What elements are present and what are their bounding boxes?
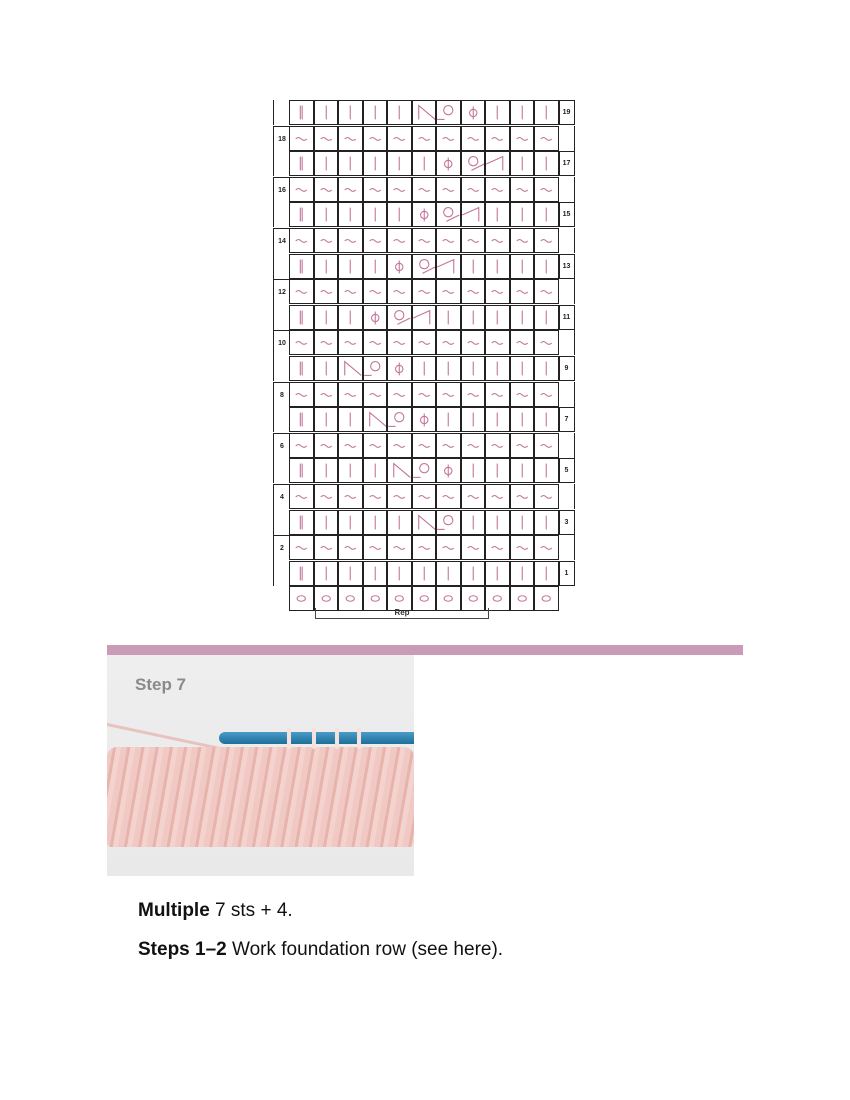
chart-cell-tilde	[289, 433, 314, 458]
chart-cell-tilde	[461, 535, 486, 560]
chart-cell-tilde	[436, 279, 461, 304]
row-number-left	[273, 510, 290, 535]
row-number-right	[559, 382, 575, 407]
row-number-right: 15	[559, 202, 575, 227]
chart-cell-tilde	[387, 382, 412, 407]
multiple-value: 7 sts + 4.	[209, 900, 293, 921]
chart-cell-dbar	[289, 100, 314, 125]
chart-cell-bar	[510, 407, 535, 432]
chart-cell-tilde	[485, 177, 510, 202]
chart-cell-tilde	[534, 279, 559, 304]
row-number-right	[559, 126, 575, 151]
chart-cell-dec-right-o	[412, 458, 437, 483]
row-number-left: 4	[273, 484, 290, 510]
chart-cell-bar	[534, 356, 559, 381]
chart-cell-bar	[363, 561, 388, 586]
chart-cell-bar	[534, 100, 559, 125]
chart-cell-bar	[338, 202, 363, 227]
chart-cell-dec-right	[412, 100, 437, 125]
chart-cell-tilde	[314, 279, 339, 304]
row-number-right	[559, 433, 575, 458]
hook-loop	[287, 727, 291, 749]
chart-cell-tilde	[412, 330, 437, 355]
chart-cell-bar	[387, 202, 412, 227]
chart-cell-tilde	[412, 484, 437, 509]
row-number-right: 3	[559, 510, 575, 535]
chart-cell-bar	[314, 510, 339, 535]
row-number-right: 9	[559, 356, 575, 381]
row-number-left	[273, 305, 290, 330]
chart-cell-tilde	[485, 126, 510, 151]
chart-cell-bar	[485, 561, 510, 586]
chart-cell-tilde	[534, 228, 559, 253]
chart-cell-tilde	[485, 382, 510, 407]
chart-cell-bar	[485, 305, 510, 330]
chart-cell-phi	[363, 305, 388, 330]
chart-cell-bar	[363, 254, 388, 279]
chart-cell-tilde	[436, 382, 461, 407]
section-divider	[107, 645, 743, 655]
row-number-left	[273, 151, 290, 176]
chart-cell-phi	[387, 356, 412, 381]
chart-cell-bar	[461, 407, 486, 432]
chart-cell-tilde	[363, 279, 388, 304]
row-number-left	[273, 586, 289, 611]
chart-cell-bar	[510, 561, 535, 586]
hook-loop	[357, 727, 361, 749]
chart-cell-tilde	[534, 535, 559, 560]
chart-cell-tilde	[289, 484, 314, 509]
chart-cell-o-dec-left2	[461, 202, 486, 227]
chart-cell-bar	[314, 100, 339, 125]
chart-cell-tilde	[461, 433, 486, 458]
chart-cell-bar	[314, 356, 339, 381]
chart-cell-tilde	[412, 535, 437, 560]
chart-cell-tilde	[510, 126, 535, 151]
chart-cell-bar	[485, 100, 510, 125]
chart-cell-bar	[314, 151, 339, 176]
chart-cell-tilde	[436, 330, 461, 355]
row-number-left: 16	[273, 177, 290, 203]
chart-cell-tilde	[289, 535, 314, 560]
chart-cell-tilde	[338, 535, 363, 560]
chart-cell-tilde	[510, 279, 535, 304]
photo-step-label: Step 7	[135, 675, 187, 694]
chart-cell-bar	[387, 510, 412, 535]
chart-cell-tilde	[338, 433, 363, 458]
row-number-right: 11	[559, 305, 575, 330]
chart-cell-bar	[510, 305, 535, 330]
chart-cell-bar	[534, 151, 559, 176]
chart-cell-bar	[314, 202, 339, 227]
chart-cell-tilde	[387, 228, 412, 253]
chart-cell-tilde	[338, 484, 363, 509]
chart-cell-bar	[461, 458, 486, 483]
multiple-label: Multiple	[138, 900, 210, 921]
chart-cell-tilde	[387, 433, 412, 458]
chart-cell-tilde	[534, 177, 559, 202]
chart-cell-chain	[534, 586, 559, 611]
chart-cell-tilde	[510, 535, 535, 560]
chart-cell-tilde	[510, 330, 535, 355]
chart-cell-tilde	[289, 228, 314, 253]
chart-cell-tilde	[387, 330, 412, 355]
chart-cell-tilde	[485, 484, 510, 509]
chart-cell-tilde	[461, 279, 486, 304]
chart-cell-tilde	[338, 126, 363, 151]
chart-cell-bar	[338, 561, 363, 586]
chart-cell-tilde	[387, 484, 412, 509]
chart-cell-bar	[461, 356, 486, 381]
chart-cell-tilde	[363, 177, 388, 202]
chart-cell-bar	[412, 561, 437, 586]
chart-cell-tilde	[363, 535, 388, 560]
chart-cell-tilde	[461, 330, 486, 355]
chart-cell-bar	[338, 254, 363, 279]
chart-cell-tilde	[387, 177, 412, 202]
row-number-left	[273, 100, 290, 125]
chart-cell-bar	[412, 151, 437, 176]
chart-cell-tilde	[485, 535, 510, 560]
chart-cell-tilde	[485, 433, 510, 458]
chart-cell-o-dec-left2	[436, 254, 461, 279]
chart-cell-tilde	[412, 279, 437, 304]
chart-cell-bar	[461, 561, 486, 586]
row-number-left	[273, 561, 290, 586]
row-number-left	[273, 254, 290, 279]
chart-cell-dec-right	[387, 458, 412, 483]
chart-cell-tilde	[363, 228, 388, 253]
chart-cell-bar	[510, 254, 535, 279]
chart-cell-phi	[436, 458, 461, 483]
chart-cell-tilde	[314, 535, 339, 560]
chart-cell-bar	[436, 561, 461, 586]
chart-cell-tilde	[412, 382, 437, 407]
chart-cell-phi	[412, 407, 437, 432]
chart-cell-tilde	[461, 177, 486, 202]
chart-cell-tilde	[338, 279, 363, 304]
chart-cell-bar	[534, 458, 559, 483]
chart-cell-bar	[510, 202, 535, 227]
chart-cell-tilde	[436, 126, 461, 151]
chart-cell-phi	[412, 202, 437, 227]
row-number-right	[559, 228, 575, 253]
chart-cell-bar	[485, 202, 510, 227]
chart-cell-tilde	[534, 484, 559, 509]
chart-cell-tilde	[387, 126, 412, 151]
row-number-right	[559, 535, 575, 560]
row-number-left	[273, 458, 290, 483]
chart-cell-tilde	[387, 279, 412, 304]
chart-cell-tilde	[412, 177, 437, 202]
chart-cell-dbar	[289, 254, 314, 279]
crochet-hook	[219, 732, 414, 744]
chart-cell-bar	[510, 510, 535, 535]
row-number-left	[273, 202, 290, 227]
chart-cell-tilde	[314, 177, 339, 202]
step-photo	[107, 655, 414, 876]
chart-cell-bar	[436, 305, 461, 330]
chart-cell-tilde	[314, 484, 339, 509]
chart-cell-tilde	[461, 126, 486, 151]
chart-cell-tilde	[436, 177, 461, 202]
chart-cell-phi	[436, 151, 461, 176]
row-number-left: 2	[273, 535, 290, 561]
chart-cell-bar	[534, 202, 559, 227]
row-number-left: 6	[273, 433, 290, 459]
chart-cell-dbar	[289, 407, 314, 432]
chart-cell-tilde	[314, 433, 339, 458]
chart-cell-bar	[363, 202, 388, 227]
chart-cell-dbar	[289, 151, 314, 176]
chart-cell-bar	[534, 561, 559, 586]
chart-cell-bar	[534, 305, 559, 330]
chart-cell-dec-right	[412, 510, 437, 535]
chart-cell-bar	[338, 100, 363, 125]
chart-cell-bar	[363, 100, 388, 125]
chart-cell-phi	[461, 100, 486, 125]
chart-cell-bar	[510, 356, 535, 381]
rep-bracket: Rep	[315, 608, 489, 619]
chart-cell-bar	[314, 458, 339, 483]
multiple-paragraph	[138, 900, 293, 922]
row-number-left: 14	[273, 228, 290, 254]
chart-cell-dec-right-o	[387, 407, 412, 432]
row-number-right: 17	[559, 151, 575, 176]
chart-cell-bar	[387, 561, 412, 586]
chart-cell-bar	[363, 151, 388, 176]
chart-cell-bar	[363, 510, 388, 535]
chart-cell-bar	[510, 458, 535, 483]
chart-cell-bar	[510, 151, 535, 176]
chart-cell-tilde	[534, 382, 559, 407]
chart-cell-phi	[387, 254, 412, 279]
chart-cell-dbar	[289, 510, 314, 535]
chart-cell-bar	[534, 407, 559, 432]
chart-cell-tilde	[289, 126, 314, 151]
chart-cell-bar	[387, 151, 412, 176]
row-number-left	[273, 407, 290, 432]
hook-loop	[335, 727, 339, 749]
chart-cell-bar	[338, 151, 363, 176]
row-number-right: 19	[559, 100, 575, 125]
chart-cell-tilde	[363, 126, 388, 151]
chart-cell-tilde	[412, 433, 437, 458]
chart-cell-tilde	[363, 484, 388, 509]
chart-cell-bar	[534, 510, 559, 535]
row-number-left: 8	[273, 382, 290, 408]
row-number-right: 1	[559, 561, 575, 586]
hook-loop	[312, 727, 316, 749]
chart-cell-tilde	[289, 279, 314, 304]
chart-cell-dec-right-o	[363, 356, 388, 381]
row-number-left: 18	[273, 126, 290, 152]
chart-cell-tilde	[314, 126, 339, 151]
chart-cell-tilde	[485, 228, 510, 253]
chart-cell-bar	[363, 458, 388, 483]
chart-cell-tilde	[412, 126, 437, 151]
chart-cell-bar	[338, 407, 363, 432]
chart-cell-bar	[412, 356, 437, 381]
chart-cell-bar	[485, 510, 510, 535]
chart-cell-bar	[314, 305, 339, 330]
row-number-right	[559, 484, 575, 509]
chart-cell-tilde	[534, 433, 559, 458]
chart-cell-bar	[314, 561, 339, 586]
chart-cell-tilde	[338, 330, 363, 355]
chart-cell-dec-right	[338, 356, 363, 381]
chart-cell-bar	[387, 100, 412, 125]
chart-cell-bar	[314, 407, 339, 432]
chart-cell-tilde	[485, 279, 510, 304]
chart-cell-bar	[436, 356, 461, 381]
row-number-right	[559, 586, 575, 611]
chart-cell-tilde	[461, 228, 486, 253]
chart-cell-o-dec-left	[412, 254, 437, 279]
chart-cell-tilde	[338, 177, 363, 202]
chart-cell-bar	[510, 100, 535, 125]
row-number-right: 13	[559, 254, 575, 279]
chart-cell-tilde	[510, 177, 535, 202]
chart-cell-tilde	[510, 484, 535, 509]
steps-value: Work foundation row (see here).	[226, 939, 504, 960]
chart-cell-bar	[314, 254, 339, 279]
chart-cell-tilde	[289, 177, 314, 202]
chart-cell-bar	[338, 305, 363, 330]
chart-cell-bar	[485, 254, 510, 279]
crochet-fabric	[107, 747, 414, 847]
chart-cell-tilde	[387, 535, 412, 560]
chart-cell-chain	[510, 586, 535, 611]
chart-cell-o-dec-left	[436, 202, 461, 227]
chart-cell-bar	[338, 510, 363, 535]
chart-cell-dbar	[289, 202, 314, 227]
row-number-left: 10	[273, 330, 290, 356]
row-number-right: 5	[559, 458, 575, 483]
chart-cell-tilde	[363, 433, 388, 458]
chart-cell-tilde	[436, 433, 461, 458]
steps-label: Steps 1–2	[138, 939, 227, 960]
chart-cell-tilde	[338, 382, 363, 407]
chart-cell-bar	[485, 458, 510, 483]
chart-cell-tilde	[338, 228, 363, 253]
chart-cell-tilde	[314, 382, 339, 407]
chart-cell-o-dec-left2	[412, 305, 437, 330]
chart-cell-tilde	[510, 382, 535, 407]
chart-cell-bar	[461, 305, 486, 330]
chart-cell-tilde	[289, 330, 314, 355]
chart-cell-tilde	[510, 433, 535, 458]
chart-cell-tilde	[534, 126, 559, 151]
row-number-right: 7	[559, 407, 575, 432]
chart-cell-tilde	[485, 330, 510, 355]
chart-cell-tilde	[363, 330, 388, 355]
chart-cell-tilde	[363, 382, 388, 407]
chart-cell-o-dec-left	[387, 305, 412, 330]
chart-cell-tilde	[289, 382, 314, 407]
chart-cell-bar	[461, 254, 486, 279]
chart-cell-bar	[461, 510, 486, 535]
chart-cell-o-dec-left	[461, 151, 486, 176]
chart-cell-tilde	[534, 330, 559, 355]
chart-cell-tilde	[461, 382, 486, 407]
chart-cell-dec-right-o	[436, 510, 461, 535]
steps-paragraph	[138, 939, 503, 961]
chart-cell-dbar	[289, 305, 314, 330]
chart-cell-bar	[485, 407, 510, 432]
chart-cell-tilde	[436, 484, 461, 509]
chart-cell-bar	[338, 458, 363, 483]
chart-cell-o-dec-left2	[485, 151, 510, 176]
row-number-right	[559, 177, 575, 202]
chart-cell-bar	[485, 356, 510, 381]
chart-cell-tilde	[436, 535, 461, 560]
row-number-left	[273, 356, 290, 381]
row-number-right	[559, 279, 575, 304]
chart-cell-dbar	[289, 458, 314, 483]
chart-cell-tilde	[412, 228, 437, 253]
chart-cell-tilde	[436, 228, 461, 253]
chart-cell-dbar	[289, 356, 314, 381]
chart-cell-dec-right	[363, 407, 388, 432]
chart-cell-tilde	[314, 330, 339, 355]
chart-cell-tilde	[461, 484, 486, 509]
chart-cell-chain	[289, 586, 314, 611]
chart-cell-bar	[436, 407, 461, 432]
chart-cell-dec-right-o	[436, 100, 461, 125]
chart-cell-tilde	[510, 228, 535, 253]
chart-cell-bar	[534, 254, 559, 279]
row-number-right	[559, 330, 575, 355]
chart-cell-tilde	[314, 228, 339, 253]
row-number-left: 12	[273, 279, 290, 305]
chart-cell-dbar	[289, 561, 314, 586]
